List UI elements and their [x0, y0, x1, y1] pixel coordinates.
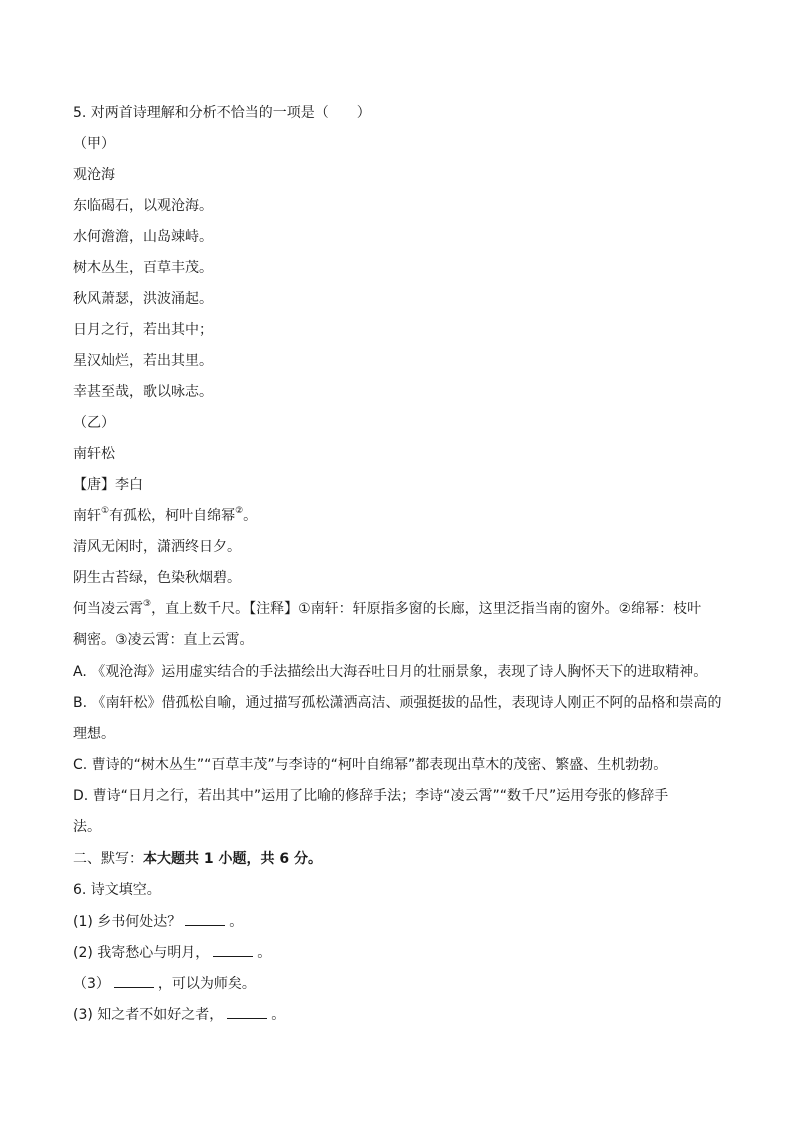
- fill-item: [73, 912, 243, 931]
- footnote-marker: ②: [235, 506, 244, 517]
- option-b-continuation: 理想。: [73, 726, 115, 742]
- fill-item-prefix: (3) 知之者不如好之者，: [73, 1007, 224, 1023]
- fill-item-prefix: (1) 乡书何处达？: [73, 914, 182, 930]
- fill-item-suffix: 。: [229, 914, 244, 930]
- poem-a-line: 秋风萧瑟，洪波涌起。: [73, 291, 213, 307]
- answer-blank[interactable]: [213, 943, 253, 957]
- poem-b-line: 清风无闲时，潇洒终日夕。: [73, 539, 241, 555]
- footnote-marker: ③: [143, 599, 152, 610]
- poem-a-line: 星汉灿烂，若出其里。: [73, 353, 213, 369]
- poem-b-author: 【唐】李白: [73, 477, 143, 493]
- answer-blank[interactable]: [114, 974, 154, 988]
- option-c: C. 曹诗的“树木丛生”“百草丰茂”与李诗的“柯叶自绵幂”都表现出草木的茂密、繁盛、生机勃勃。: [73, 757, 668, 773]
- notes-text: ，直上数千尺。【注释】①南轩：轩原指多窗的长廊，这里泛指当南的窗外。②绵幂：枝叶: [151, 601, 702, 617]
- poem-b-line-text: 有孤松，柯叶自绵幂: [109, 508, 236, 524]
- fill-item-suffix: 。: [257, 945, 272, 961]
- section-2-prefix: 二、默写：: [73, 851, 143, 867]
- poem-b-label: （乙）: [73, 415, 115, 431]
- footnote-marker: ①: [101, 506, 110, 517]
- option-d-continuation: 法。: [73, 819, 101, 835]
- poem-a-line: 树木丛生，百草丰茂。: [73, 260, 213, 276]
- fill-item: [73, 943, 271, 962]
- option-b: B. 《南轩松》借孤松自喻，通过描写孤松潇洒高洁、顽强挺拔的品性，表现诗人刚正不阿的品格和崇高的: [73, 695, 722, 711]
- fill-item: [73, 974, 256, 993]
- fill-item-prefix: （3）: [73, 976, 110, 992]
- poem-b-line-text: 何当凌云霄: [73, 601, 143, 617]
- notes-continuation: 稠密。③凌云霄：直上云霄。: [73, 632, 254, 648]
- question-5-stem: 5. 对两首诗理解和分析不恰当的一项是（ ）: [73, 105, 371, 121]
- poem-a-line: 日月之行，若出其中；: [73, 322, 213, 338]
- fill-item-prefix: (2) 我寄愁心与明月，: [73, 945, 210, 961]
- fill-item-suffix: ，可以为师矣。: [157, 976, 256, 992]
- answer-blank[interactable]: [227, 1005, 267, 1019]
- poem-b-line: [73, 507, 257, 525]
- poem-b-line-text: 南轩: [73, 508, 101, 524]
- section-2-heading: [73, 850, 322, 868]
- section-2-title: 本大题共 1 小题，共 6 分。: [143, 851, 322, 867]
- answer-blank[interactable]: [185, 912, 225, 926]
- poem-a-label: （甲）: [73, 136, 115, 152]
- poem-b-title: 南轩松: [73, 446, 115, 462]
- poem-a-line: 幸甚至哉，歌以咏志。: [73, 384, 213, 400]
- poem-b-line: 阴生古苔绿，色染秋烟碧。: [73, 570, 241, 586]
- fill-item: [73, 1005, 285, 1024]
- poem-b-line-text: 。: [243, 508, 258, 524]
- poem-b-line-with-notes: [73, 600, 701, 618]
- poem-a-title: 观沧海: [73, 167, 115, 183]
- fill-item-suffix: 。: [271, 1007, 286, 1023]
- option-a: A. 《观沧海》运用虚实结合的手法描绘出大海吞吐日月的壮丽景象，表现了诗人胸怀天下的进取精神。: [73, 664, 708, 680]
- poem-a-line: 东临碣石，以观沧海。: [73, 198, 213, 214]
- option-d: D. 曹诗“日月之行，若出其中”运用了比喻的修辞手法；李诗“凌云霄”“数千尺”运用夸张的修辞手: [73, 788, 669, 804]
- poem-a-line: 水何澹澹，山岛竦峙。: [73, 229, 213, 245]
- question-6-stem: 6. 诗文填空。: [73, 882, 161, 898]
